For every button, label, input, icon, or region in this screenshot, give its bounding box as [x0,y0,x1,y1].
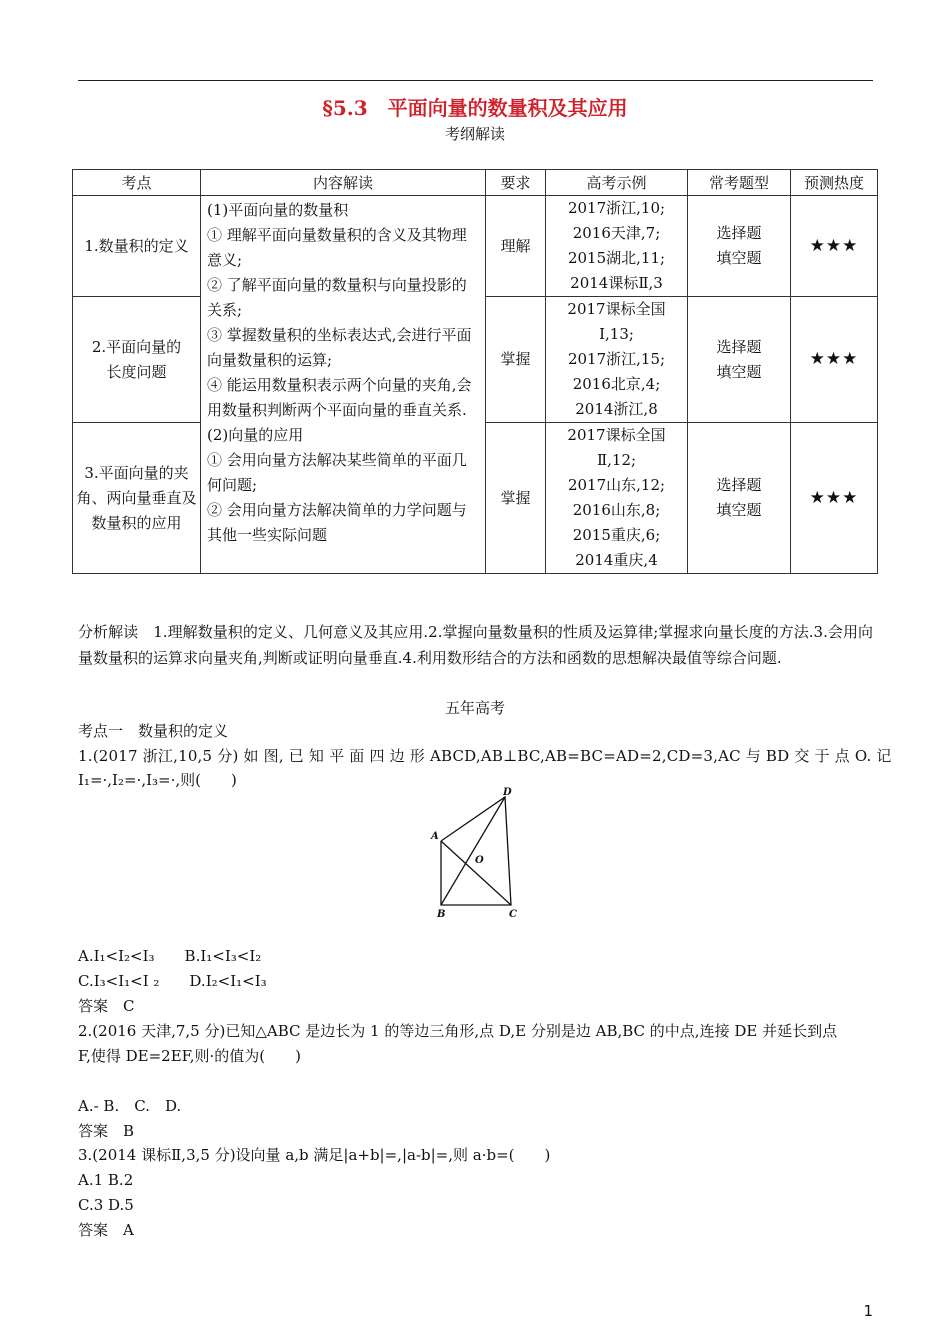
example-line: 2014浙江,8 [575,400,658,418]
header-cell: 常考题型 [688,170,791,196]
types-cell [688,423,791,574]
topic-cell: 2.平面向量的长度问题 [73,297,201,423]
q1-stem: 1.(2017 浙江,10,5 分) 如 图, 已 知 平 面 四 边 形 ABCD,AB⊥BC,AB=BC=AD=2,CD=3,AC 与 BD 交 于 点 O. 记 [78,747,892,765]
heat-rating: ★★★ [791,196,878,297]
type-line: 填空题 [716,501,762,519]
example-line: 2016山东,8; [572,501,661,519]
requirement-cell: 掌握 [486,297,546,423]
content-line: ② 了解平面向量的数量积与向量投影的关系; [207,276,467,319]
example-line: 2015重庆,6; [572,526,661,544]
diagonal-bd [441,797,505,905]
q3-answer: 答案 A [78,1221,134,1239]
q2-stem: 2.(2016 天津,7,5 分)已知△ABC 是边长为 1 的等边三角形,点 D,E 分别是边 AB,BC 的中点,连接 DE 并延长到点 [78,1022,838,1040]
type-line: 选择题 [716,476,762,494]
q1-options-1: A.I₁<I₂<I₃ B.I₁<I₃<I₂ [78,947,262,965]
analysis-paragraph: 分析解读 1.理解数量积的定义、几何意义及其应用.2.掌握向量数量积的性质及运算律;掌握求向量长度的方法.3.会用向量数量积的运算求向量夹角,判断或证明向量垂直.4.利用数形结合的方法和函数的思想解决最值等综合问题. [78,623,873,667]
content-line: ② 会用向量方法解决简单的力学问题与其他一些实际问题 [207,501,467,544]
label-a: A [431,831,439,842]
q3-stem: 3.(2014 课标Ⅱ,3,5 分)设向量 a,b 满足|a+b|=,|a-b|=,则 a·b=( ) [78,1146,551,1164]
q2-stem-cont: F,使得 DE=2EF,则·的值为( ) [78,1047,301,1065]
requirement-cell: 掌握 [486,423,546,574]
example-line: 2017课标全国 [567,300,666,318]
heat-rating: ★★★ [791,423,878,574]
type-line: 填空题 [716,249,762,267]
table-row [73,196,878,297]
page-number: 1 [863,1302,873,1320]
example-line: 2016天津,7; [572,224,661,242]
section-heading: 五年高考 [444,699,505,717]
q1-options-2: C.I₃<I₁<I ₂ D.I₂<I₁<I₃ [78,972,267,990]
q1-stem-cont: I₁=·,I₂=·,I₃=·,则( ) [78,771,237,789]
heat-rating: ★★★ [791,297,878,423]
header-cell: 预测热度 [791,170,878,196]
quadrilateral-figure [425,785,525,920]
types-cell [688,196,791,297]
content-line: ④ 能运用数量积表示两个向量的夹角,会用数量积判断两个平面向量的垂直关系. [207,376,472,419]
type-line: 填空题 [716,362,762,381]
example-line: 2017山东,12; [567,476,666,494]
label-b: B [437,909,446,920]
table-header-row [73,170,878,196]
example-line: 2017浙江,10; [567,199,666,217]
page-title: §5.3 平面向量的数量积及其应用 [322,96,628,120]
example-line: Ⅱ,12; [596,451,637,469]
types-cell [688,297,791,423]
label-d: D [503,787,512,798]
header-cell: 高考示例 [546,170,688,196]
example-line: 2014重庆,4 [575,551,658,569]
q2-options: A.- B. C. D. [78,1097,182,1115]
outline-table [72,169,878,574]
page-subtitle: 考纲解读 [444,125,505,143]
examples-cell [546,196,688,297]
type-line: 选择题 [716,337,762,356]
label-c: C [509,909,517,920]
topic-cell: 3.平面向量的夹角、两向量垂直及数量积的应用 [73,423,201,574]
content-line: (1)平面向量的数量积 [207,201,349,219]
content-line: ③ 掌握数量积的坐标表达式,会进行平面向量数量积的运算; [207,326,472,369]
q1-answer: 答案 C [78,997,135,1015]
examples-cell [546,297,688,423]
examples-cell [546,423,688,574]
example-line: 2017浙江,15; [567,350,666,368]
requirement-cell: 理解 [486,196,546,297]
example-line: 2014课标Ⅱ,3 [570,274,663,292]
q3-options-2: C.3 D.5 [78,1196,134,1214]
content-cell [201,196,486,574]
content-line: ① 会用向量方法解决某些简单的平面几何问题; [207,451,467,494]
header-cell: 要求 [486,170,546,196]
content-line: (2)向量的应用 [207,426,304,444]
type-line: 选择题 [716,224,762,242]
example-line: Ⅰ,13; [599,325,634,343]
header-cell: 内容解读 [201,170,486,196]
content-line: ① 理解平面向量数量积的含义及其物理意义; [207,226,467,269]
header-cell: 考点 [73,170,201,196]
example-line: 2016北京,4; [572,375,661,393]
point-heading: 考点一 数量积的定义 [78,722,229,740]
q2-answer: 答案 B [78,1122,135,1140]
example-line: 2015湖北,11; [567,249,666,267]
q3-options-1: A.1 B.2 [78,1171,134,1189]
topic-cell: 1.数量积的定义 [73,196,201,297]
header-rule [78,80,873,81]
label-o: O [475,855,484,866]
diagonal-ac [441,841,511,905]
example-line: 2017课标全国 [567,426,666,444]
